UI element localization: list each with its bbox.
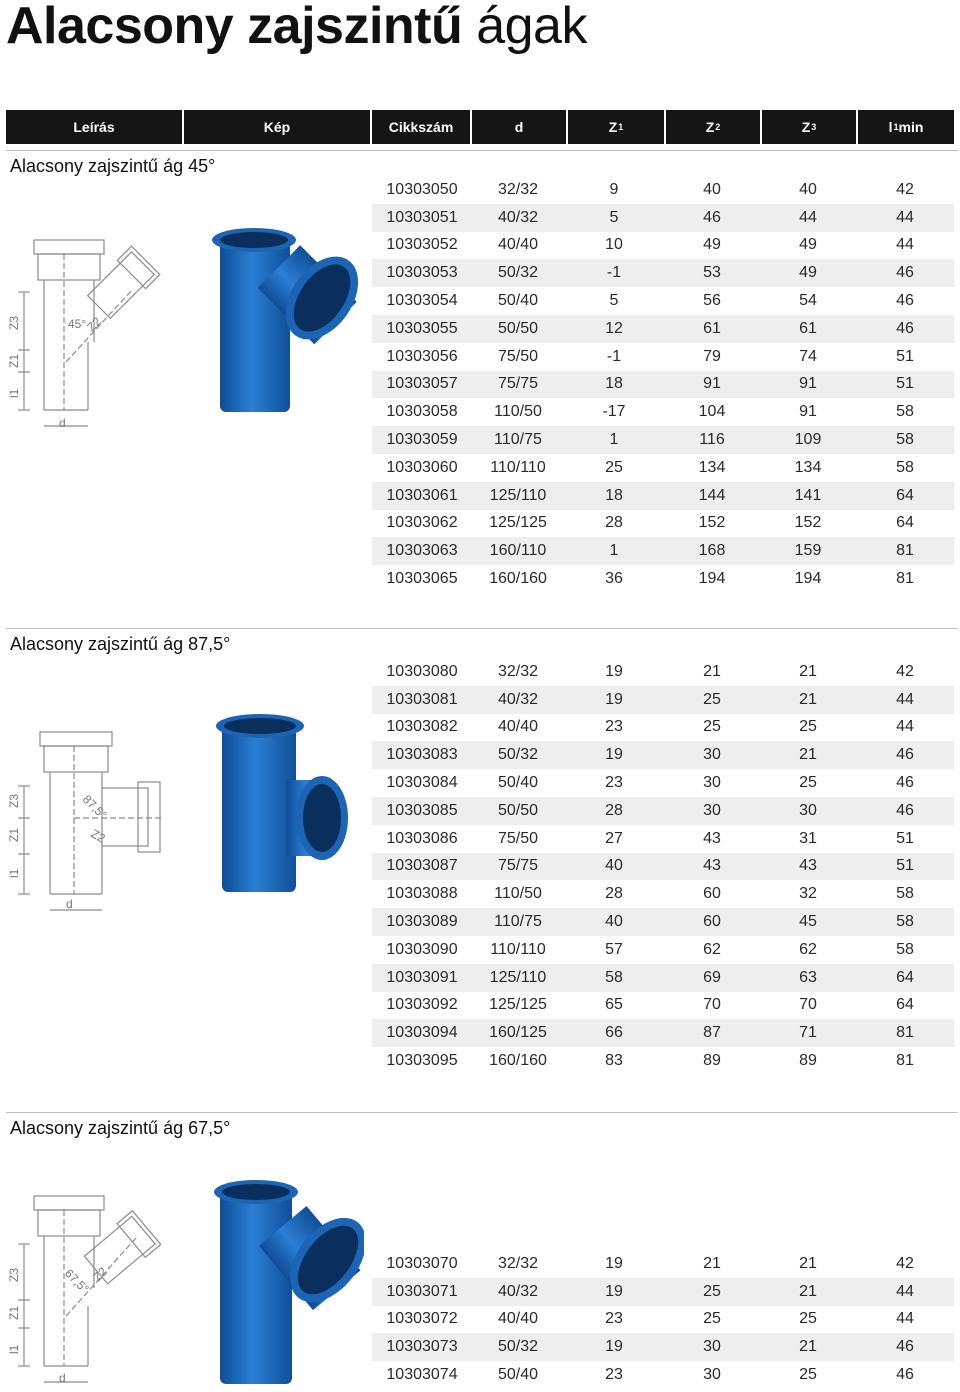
z2-cell: 91 xyxy=(703,375,721,393)
table-row xyxy=(372,908,954,936)
z2-cell: 30 xyxy=(703,1366,721,1384)
d-cell: 40/32 xyxy=(497,208,539,226)
z1-cell: 25 xyxy=(605,458,623,476)
z3-cell: 43 xyxy=(799,857,817,875)
l1min-cell: 46 xyxy=(896,1366,914,1384)
d-cell: 125/125 xyxy=(489,514,547,532)
svg-text:45°: 45° xyxy=(68,317,87,331)
item-number-cell: 10303060 xyxy=(386,458,458,476)
z3-cell: 49 xyxy=(799,264,817,282)
item-number-cell: 10303080 xyxy=(386,662,458,680)
z3-cell: 21 xyxy=(799,662,817,680)
z1-cell: 19 xyxy=(605,746,623,764)
svg-text:l1: l1 xyxy=(7,1344,21,1354)
z3-cell: 32 xyxy=(799,885,817,903)
z2-cell: 30 xyxy=(703,746,721,764)
z1-cell: 19 xyxy=(605,1254,623,1272)
d-cell: 50/32 xyxy=(497,1338,539,1356)
z2-cell: 144 xyxy=(698,486,726,504)
item-number-cell: 10303073 xyxy=(386,1338,458,1356)
table-row xyxy=(372,1019,954,1047)
page-title-bold: Alacsony zajszintű xyxy=(6,0,463,55)
z2-cell: 89 xyxy=(703,1052,721,1070)
z2-cell: 30 xyxy=(703,1338,721,1356)
product-photo-67-5 xyxy=(200,1178,364,1388)
l1min-cell: 58 xyxy=(896,431,914,449)
table-row xyxy=(372,315,954,343)
z3-cell: 30 xyxy=(799,801,817,819)
table-row xyxy=(372,1306,954,1334)
header-description: Leírás xyxy=(6,110,184,144)
d-cell: 110/75 xyxy=(494,913,542,931)
table-row xyxy=(372,825,954,853)
l1min-cell: 64 xyxy=(896,486,914,504)
data-table-87-5 xyxy=(372,658,954,1075)
item-number-cell: 10303081 xyxy=(386,690,458,708)
z3-cell: 74 xyxy=(799,347,817,365)
item-number-cell: 10303091 xyxy=(386,968,458,986)
z3-cell: 194 xyxy=(794,570,822,588)
d-cell: 160/160 xyxy=(489,570,547,588)
l1min-cell: 51 xyxy=(896,829,914,847)
svg-text:Z2: Z2 xyxy=(90,1264,111,1285)
z3-cell: 31 xyxy=(799,829,817,847)
table-row xyxy=(372,454,954,482)
d-cell: 32/32 xyxy=(497,1254,539,1272)
table-row xyxy=(372,714,954,742)
d-cell: 75/50 xyxy=(497,347,539,365)
table-row xyxy=(372,686,954,714)
table-row xyxy=(372,537,954,565)
page-title xyxy=(6,0,587,58)
l1min-cell: 51 xyxy=(896,375,914,393)
svg-text:Z3: Z3 xyxy=(7,793,21,808)
section-divider xyxy=(6,1112,958,1113)
d-cell: 125/110 xyxy=(489,486,547,504)
z1-cell: -17 xyxy=(602,403,626,421)
z1-cell: 57 xyxy=(605,940,623,958)
z1-cell: 65 xyxy=(605,996,623,1014)
z1-cell: 40 xyxy=(605,913,623,931)
z3-cell: 21 xyxy=(799,746,817,764)
technical-drawing-45 xyxy=(4,232,174,438)
section-title-67-5: Alacsony zajszintű ág 67,5° xyxy=(10,1118,231,1138)
table-row xyxy=(372,482,954,510)
z2-cell: 194 xyxy=(698,570,726,588)
z2-cell: 168 xyxy=(698,542,726,560)
z2-cell: 46 xyxy=(703,208,721,226)
svg-text:Z1: Z1 xyxy=(7,1305,21,1320)
d-cell: 110/110 xyxy=(490,940,546,958)
z3-cell: 63 xyxy=(799,968,817,986)
l1min-cell: 44 xyxy=(896,208,914,226)
table-row xyxy=(372,1250,954,1278)
l1min-cell: 58 xyxy=(896,913,914,931)
l1min-cell: 42 xyxy=(896,1254,914,1272)
d-cell: 50/40 xyxy=(497,292,539,310)
item-number-cell: 10303084 xyxy=(386,774,458,792)
z2-cell: 43 xyxy=(703,857,721,875)
z1-cell: 18 xyxy=(605,375,623,393)
table-row xyxy=(372,398,954,426)
item-number-cell: 10303065 xyxy=(386,570,458,588)
z3-cell: 61 xyxy=(799,319,817,337)
item-number-cell: 10303092 xyxy=(386,996,458,1014)
table-row xyxy=(372,176,954,204)
d-cell: 32/32 xyxy=(497,662,539,680)
svg-text:l1: l1 xyxy=(7,388,21,398)
z1-cell: 83 xyxy=(605,1052,623,1070)
d-cell: 40/32 xyxy=(497,690,539,708)
d-cell: 110/75 xyxy=(494,431,542,449)
z1-cell: 10 xyxy=(605,236,623,254)
d-cell: 75/75 xyxy=(497,375,539,393)
header-z1: Z 1 xyxy=(568,110,666,144)
z3-cell: 45 xyxy=(799,913,817,931)
z1-cell: 19 xyxy=(605,1282,623,1300)
z3-cell: 159 xyxy=(794,542,822,560)
l1min-cell: 51 xyxy=(896,857,914,875)
item-number-cell: 10303090 xyxy=(386,940,458,958)
item-number-cell: 10303062 xyxy=(386,514,458,532)
table-row xyxy=(372,1333,954,1361)
section-title-45: Alacsony zajszintű ág 45° xyxy=(10,156,216,176)
l1min-cell: 44 xyxy=(896,718,914,736)
l1min-cell: 58 xyxy=(896,403,914,421)
header-z2: Z 2 xyxy=(666,110,762,144)
z1-cell: 19 xyxy=(605,1338,623,1356)
z2-cell: 61 xyxy=(703,319,721,337)
z2-cell: 70 xyxy=(703,996,721,1014)
z2-cell: 30 xyxy=(703,774,721,792)
z1-cell: 28 xyxy=(605,885,623,903)
l1min-cell: 58 xyxy=(896,940,914,958)
table-row xyxy=(372,1278,954,1306)
z3-cell: 54 xyxy=(799,292,817,310)
item-number-cell: 10303072 xyxy=(386,1310,458,1328)
header-image: Kép xyxy=(184,110,372,144)
svg-text:d: d xyxy=(66,897,73,911)
z1-cell: 58 xyxy=(605,968,623,986)
z1-cell: 23 xyxy=(605,718,623,736)
l1min-cell: 81 xyxy=(896,1024,914,1042)
table-row xyxy=(372,232,954,260)
technical-drawing-87-5 xyxy=(4,726,174,916)
l1min-cell: 51 xyxy=(896,347,914,365)
table-row xyxy=(372,343,954,371)
z1-cell: 27 xyxy=(605,829,623,847)
item-number-cell: 10303085 xyxy=(386,801,458,819)
table-row xyxy=(372,769,954,797)
l1min-cell: 46 xyxy=(896,746,914,764)
item-number-cell: 10303059 xyxy=(386,431,458,449)
d-cell: 40/40 xyxy=(497,718,539,736)
table-row xyxy=(372,1361,954,1389)
svg-text:87,5°: 87,5° xyxy=(79,792,110,823)
z1-cell: 19 xyxy=(605,690,623,708)
z1-cell: 28 xyxy=(605,801,623,819)
d-cell: 110/110 xyxy=(490,458,546,476)
d-cell: 50/50 xyxy=(497,319,539,337)
table-row xyxy=(372,992,954,1020)
l1min-cell: 46 xyxy=(896,292,914,310)
z3-cell: 109 xyxy=(794,431,822,449)
item-number-cell: 10303088 xyxy=(386,885,458,903)
d-cell: 125/125 xyxy=(489,996,547,1014)
z1-cell: 23 xyxy=(605,1310,623,1328)
l1min-cell: 58 xyxy=(896,458,914,476)
z2-cell: 62 xyxy=(703,940,721,958)
svg-text:Z3: Z3 xyxy=(7,315,21,330)
data-table-67-5 xyxy=(372,1250,954,1389)
table-row xyxy=(372,1047,954,1075)
z2-cell: 104 xyxy=(698,403,726,421)
d-cell: 50/40 xyxy=(497,774,539,792)
svg-text:Z2: Z2 xyxy=(84,314,105,335)
z3-cell: 89 xyxy=(799,1052,817,1070)
section-divider xyxy=(6,628,958,629)
d-cell: 160/110 xyxy=(489,542,547,560)
z2-cell: 21 xyxy=(703,662,721,680)
item-number-cell: 10303087 xyxy=(386,857,458,875)
technical-drawing-67-5 xyxy=(4,1188,174,1392)
z3-cell: 152 xyxy=(794,514,822,532)
z2-cell: 69 xyxy=(703,968,721,986)
table-header xyxy=(6,110,954,144)
z3-cell: 91 xyxy=(799,403,817,421)
z3-cell: 141 xyxy=(794,486,822,504)
z3-cell: 25 xyxy=(799,718,817,736)
z2-cell: 87 xyxy=(703,1024,721,1042)
z1-cell: 19 xyxy=(605,662,623,680)
item-number-cell: 10303086 xyxy=(386,829,458,847)
z1-cell: 1 xyxy=(609,542,619,560)
z1-cell: -1 xyxy=(606,347,622,365)
l1min-cell: 64 xyxy=(896,996,914,1014)
svg-text:l1: l1 xyxy=(7,868,21,878)
d-cell: 110/50 xyxy=(494,403,542,421)
item-number-cell: 10303056 xyxy=(386,347,458,365)
svg-text:Z2: Z2 xyxy=(88,826,108,846)
table-row xyxy=(372,658,954,686)
l1min-cell: 46 xyxy=(896,264,914,282)
svg-text:Z1: Z1 xyxy=(7,827,21,842)
z2-cell: 56 xyxy=(703,292,721,310)
z1-cell: 12 xyxy=(605,319,623,337)
z3-cell: 25 xyxy=(799,774,817,792)
item-number-cell: 10303050 xyxy=(386,180,458,198)
table-row xyxy=(372,741,954,769)
item-number-cell: 10303063 xyxy=(386,542,458,560)
table-row xyxy=(372,287,954,315)
item-number-cell: 10303089 xyxy=(386,913,458,931)
item-number-cell: 10303070 xyxy=(386,1254,458,1272)
l1min-cell: 46 xyxy=(896,801,914,819)
z3-cell: 21 xyxy=(799,1338,817,1356)
z2-cell: 116 xyxy=(699,431,725,449)
d-cell: 160/160 xyxy=(489,1052,547,1070)
item-number-cell: 10303057 xyxy=(386,375,458,393)
z2-cell: 25 xyxy=(703,1282,721,1300)
l1min-cell: 42 xyxy=(896,180,914,198)
d-cell: 50/32 xyxy=(497,264,539,282)
data-table-45 xyxy=(372,176,954,593)
table-row xyxy=(372,797,954,825)
z1-cell: 5 xyxy=(609,292,619,310)
page-title-normal: ágak xyxy=(476,0,587,55)
z3-cell: 25 xyxy=(799,1310,817,1328)
item-number-cell: 10303053 xyxy=(386,264,458,282)
table-row xyxy=(372,853,954,881)
z2-cell: 60 xyxy=(703,913,721,931)
table-row xyxy=(372,371,954,399)
z3-cell: 62 xyxy=(799,940,817,958)
item-number-cell: 10303061 xyxy=(386,486,458,504)
item-number-cell: 10303083 xyxy=(386,746,458,764)
z1-cell: 5 xyxy=(609,208,619,226)
z1-cell: 23 xyxy=(605,774,623,792)
section-title-87-5: Alacsony zajszintű ág 87,5° xyxy=(10,634,231,654)
svg-text:67,5°: 67,5° xyxy=(61,1266,92,1297)
svg-text:d: d xyxy=(59,416,66,430)
table-row xyxy=(372,426,954,454)
table-row xyxy=(372,565,954,593)
z3-cell: 134 xyxy=(794,458,822,476)
header-l1min: l 1 min xyxy=(858,110,954,144)
l1min-cell: 81 xyxy=(896,542,914,560)
z2-cell: 25 xyxy=(703,1310,721,1328)
z1-cell: -1 xyxy=(606,264,622,282)
d-cell: 40/40 xyxy=(497,236,539,254)
item-number-cell: 10303094 xyxy=(386,1024,458,1042)
z2-cell: 60 xyxy=(703,885,721,903)
l1min-cell: 64 xyxy=(896,968,914,986)
item-number-cell: 10303082 xyxy=(386,718,458,736)
item-number-cell: 10303095 xyxy=(386,1052,458,1070)
item-number-cell: 10303052 xyxy=(386,236,458,254)
table-row xyxy=(372,880,954,908)
l1min-cell: 42 xyxy=(896,662,914,680)
d-cell: 125/110 xyxy=(489,968,547,986)
l1min-cell: 81 xyxy=(896,1052,914,1070)
header-z3: Z 3 xyxy=(762,110,858,144)
z2-cell: 43 xyxy=(703,829,721,847)
z1-cell: 36 xyxy=(605,570,623,588)
z1-cell: 18 xyxy=(605,486,623,504)
table-row xyxy=(372,964,954,992)
z2-cell: 25 xyxy=(703,718,721,736)
header-item-number: Cikkszám xyxy=(372,110,472,144)
z3-cell: 44 xyxy=(799,208,817,226)
z1-cell: 1 xyxy=(609,431,619,449)
z2-cell: 134 xyxy=(698,458,726,476)
d-cell: 40/40 xyxy=(497,1310,539,1328)
z2-cell: 25 xyxy=(703,690,721,708)
d-cell: 160/125 xyxy=(489,1024,547,1042)
header-d: d xyxy=(472,110,568,144)
l1min-cell: 44 xyxy=(896,690,914,708)
z2-cell: 21 xyxy=(703,1254,721,1272)
z1-cell: 9 xyxy=(609,180,619,198)
item-number-cell: 10303071 xyxy=(386,1282,458,1300)
z1-cell: 23 xyxy=(605,1366,623,1384)
z1-cell: 40 xyxy=(605,857,623,875)
svg-text:d: d xyxy=(59,1371,66,1385)
table-row xyxy=(372,510,954,538)
l1min-cell: 46 xyxy=(896,319,914,337)
z2-cell: 49 xyxy=(703,236,721,254)
d-cell: 50/32 xyxy=(497,746,539,764)
svg-text:Z3: Z3 xyxy=(7,1267,21,1282)
l1min-cell: 44 xyxy=(896,1310,914,1328)
l1min-cell: 58 xyxy=(896,885,914,903)
z3-cell: 40 xyxy=(799,180,817,198)
z3-cell: 70 xyxy=(799,996,817,1014)
z3-cell: 21 xyxy=(799,1282,817,1300)
l1min-cell: 44 xyxy=(896,236,914,254)
z3-cell: 49 xyxy=(799,236,817,254)
d-cell: 40/32 xyxy=(497,1282,539,1300)
z2-cell: 152 xyxy=(698,514,726,532)
z2-cell: 40 xyxy=(703,180,721,198)
d-cell: 50/50 xyxy=(497,801,539,819)
l1min-cell: 44 xyxy=(896,1282,914,1300)
d-cell: 32/32 xyxy=(497,180,539,198)
z1-cell: 28 xyxy=(605,514,623,532)
l1min-cell: 46 xyxy=(896,1338,914,1356)
d-cell: 75/50 xyxy=(497,829,539,847)
svg-text:Z1: Z1 xyxy=(7,353,21,368)
z3-cell: 21 xyxy=(799,1254,817,1272)
item-number-cell: 10303051 xyxy=(386,208,458,226)
item-number-cell: 10303055 xyxy=(386,319,458,337)
item-number-cell: 10303074 xyxy=(386,1366,458,1384)
d-cell: 110/50 xyxy=(494,885,542,903)
item-number-cell: 10303054 xyxy=(386,292,458,310)
d-cell: 75/75 xyxy=(497,857,539,875)
item-number-cell: 10303058 xyxy=(386,403,458,421)
d-cell: 50/40 xyxy=(497,1366,539,1384)
table-row xyxy=(372,259,954,287)
z2-cell: 30 xyxy=(703,801,721,819)
l1min-cell: 64 xyxy=(896,514,914,532)
l1min-cell: 81 xyxy=(896,570,914,588)
z3-cell: 91 xyxy=(799,375,817,393)
z2-cell: 53 xyxy=(703,264,721,282)
l1min-cell: 46 xyxy=(896,774,914,792)
z3-cell: 71 xyxy=(799,1024,817,1042)
table-row xyxy=(372,204,954,232)
z3-cell: 21 xyxy=(799,690,817,708)
product-photo-87-5 xyxy=(206,712,356,896)
table-row xyxy=(372,936,954,964)
product-photo-45 xyxy=(200,226,360,416)
section-divider xyxy=(6,150,958,151)
z2-cell: 79 xyxy=(703,347,721,365)
z1-cell: 66 xyxy=(605,1024,623,1042)
z3-cell: 25 xyxy=(799,1366,817,1384)
